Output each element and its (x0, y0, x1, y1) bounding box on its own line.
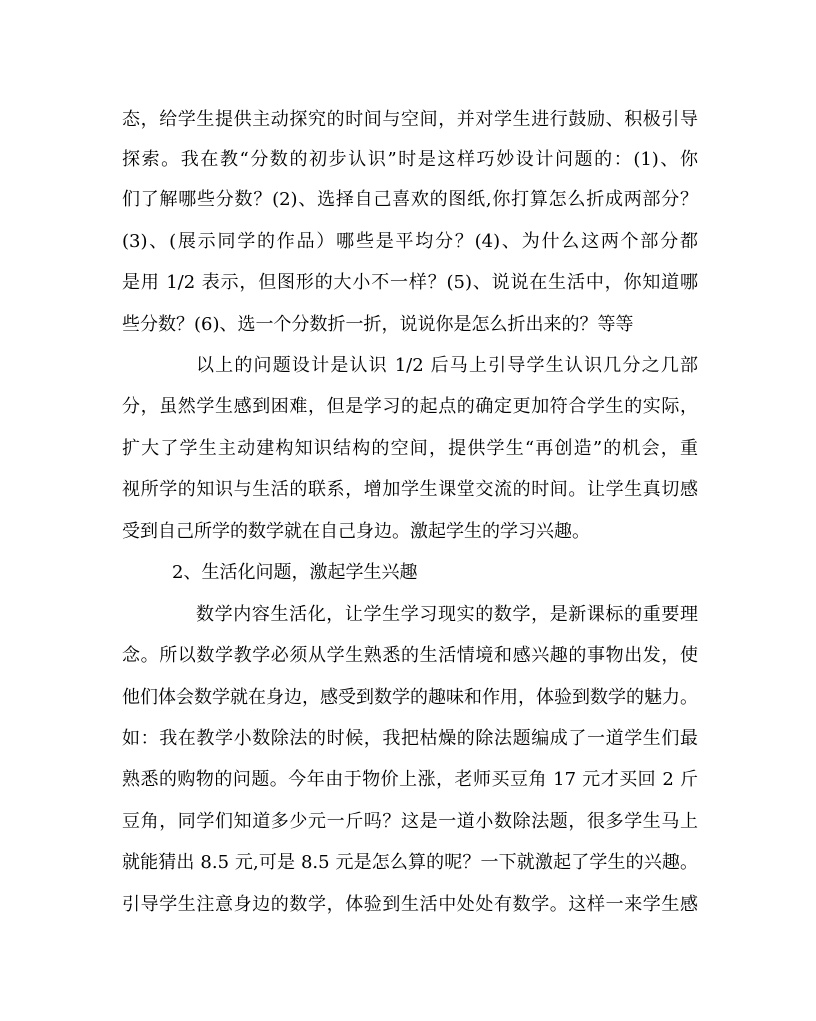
text-line: 他们体会数学就在身边，感受到数学的趣味和作用，体验到数学的魅力。 (122, 687, 698, 708)
text-line: 就能猜出 8.5 元,可是 8.5 元是怎么算的呢？一下就激起了学生的兴趣。 (122, 852, 698, 873)
text-line: 以上的问题设计是认识 1/2 后马上引导学生认识几分之几部 (196, 355, 698, 376)
text-line: 分，虽然学生感到困难，但是学习的起点的确定更加符合学生的实际， (122, 396, 698, 417)
text-line: 些分数？(6)、选一个分数折一折，说说你是怎么折出来的？等等 (122, 314, 634, 335)
text-line: 念。所以数学教学必须从学生熟悉的生活情境和感兴趣的事物出发，使 (122, 645, 698, 666)
text-line: 是用 1/2 表示，但图形的大小不一样？(5)、说说在生活中，你知道哪 (122, 272, 698, 293)
text-line: 引导学生注意身边的数学，体验到生活中处处有数学。这样一来学生感 (122, 894, 698, 915)
text-line: 熟悉的购物的问题。今年由于物价上涨，老师买豆角 17 元才买回 2 斤 (122, 769, 698, 790)
text-line: 探索。我在教“分数的初步认识”时是这样巧妙设计问题的：(1)、你 (122, 149, 698, 170)
text-line: 数学内容生活化，让学生学习现实的数学，是新课标的重要理 (196, 604, 698, 625)
text-line: (3)、(展示同学的作品）哪些是平均分？(4)、为什么这两个部分都 (122, 231, 698, 252)
text-line: 受到自己所学的数学就在自己身边。激起学生的学习兴趣。 (122, 521, 590, 542)
text-line: 视所学的知识与生活的联系，增加学生课堂交流的时间。让学生真切感 (122, 479, 698, 500)
text-line: 豆角，同学们知道多少元一斤吗？这是一道小数除法题，很多学生马上 (122, 811, 698, 832)
text-line: 如：我在教学小数除法的时候，我把枯燥的除法题编成了一道学生们最 (122, 728, 698, 749)
text-line: 们了解哪些分数？(2)、选择自己喜欢的图纸,你打算怎么折成两部分？ (122, 189, 698, 210)
section-heading: 2、生活化问题，激起学生兴趣 (172, 562, 418, 583)
text-line: 态，给学生提供主动探究的时间与空间，并对学生进行鼓励、积极引导 (122, 109, 698, 130)
text-line: 扩大了学生主动建构知识结构的空间，提供学生“再创造”的机会，重 (122, 438, 698, 459)
